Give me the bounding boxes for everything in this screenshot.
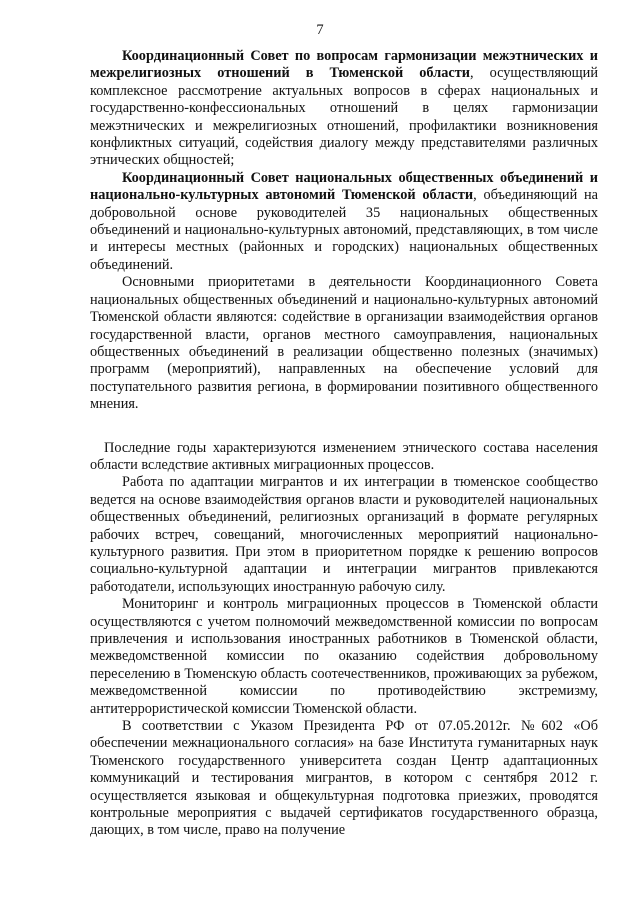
paragraph-coordination-council-harmonization [90, 48, 598, 170]
paragraph-text: Мониторинг и контроль миграционных процессов в Тюменской области осуществляются с учетом полномочий межведомственной комиссии по вопросам привлечения и использования иностранных работников в Тюменской области, межведомственной комиссии по оказанию содействия добровольному переселению в Тюменскую область соотечественников, проживающих за рубежом, межведомственной комиссии по противодействию экстремизму, антитеррористической комиссии Тюменской области. [90, 596, 598, 717]
paragraph-migrant-adaptation [90, 474, 598, 596]
paragraph-bold-heading: Координационный Совет по вопросам гармонизации межэтнических и межрелигиозных отношений в Тюменской области [90, 48, 598, 82]
paragraph-presidential-decree [90, 718, 598, 840]
paragraph-bold-heading: Координационный Совет национальных общественных объединений и национально-культурных автономий Тюменской области [90, 169, 598, 204]
paragraph-priorities [90, 274, 598, 413]
paragraph-text: Работа по адаптации мигрантов и их интеграции в тюменское сообщество ведется на основе взаимодействия органов власти и руководителей национальных общественных объединений, религиозных организаций в формате регулярных рабочих встреч, совещаний, многочисленных мероприятий национально-культурного развития. При этом в приоритетном порядке к решению вопросов социально-культурной адаптации и интеграции мигрантов привлекаются работодатели, использующих иностранную рабочую силу. [90, 474, 598, 595]
paragraph-migration-monitoring [90, 596, 598, 718]
paragraph-text: , объединяющий на добровольной основе руководителей 35 национальных общественных объединений и национально-культурных автономий, представляющих, в том числе и интересы местных (районных и городских) национальных общественных объединений. [90, 187, 598, 273]
paragraph-text: Последние годы характеризуются изменением этнического состава населения области вследствие активных миграционных процессов. [90, 439, 598, 473]
paragraph-coordination-council-national-associations [90, 170, 598, 274]
page-number: 7 [316, 22, 324, 38]
paragraph-recent-years [90, 440, 598, 475]
paragraph-text: В соответствии с Указом Президента РФ от 07.05.2012г. №602 «Об обеспечении межнационального согласия» на базе Института гуманитарных наук Тюменского государственного университета создан Центр адаптационных коммуникаций и тестирования мигрантов, в котором с сентября 2012 г. осуществляется языковая и общекультурная подготовка приезжих, проводятся контрольные мероприятия с выдачей сертификатов государственного образца, дающих, в том числе, право на получение [90, 718, 598, 839]
paragraph-text: Основными приоритетами в деятельности Координационного Совета национальных общественных объединений и национально-культурных автономий Тюменской области являются: содействие в организации взаимодействия органов государственной власти, органов местного самоуправления, национальных общественных объединений в реализации общественно полезных (значимых) программ (мероприятий), направленных на обеспечение условий для поступательного развития региона, в формировании позитивного общественного мнения. [90, 274, 598, 413]
paragraph-text: , осуществляющий комплексное рассмотрение актуальных вопросов в сферах национальных и государственно-конфессиональных отношений в целях гармонизации межэтнических и межрелигиозных отношений, профилактики возникновения конфликтных ситуаций, содействия диалогу между представителями различных этнических общностей; [90, 65, 598, 169]
document-body [90, 48, 598, 840]
